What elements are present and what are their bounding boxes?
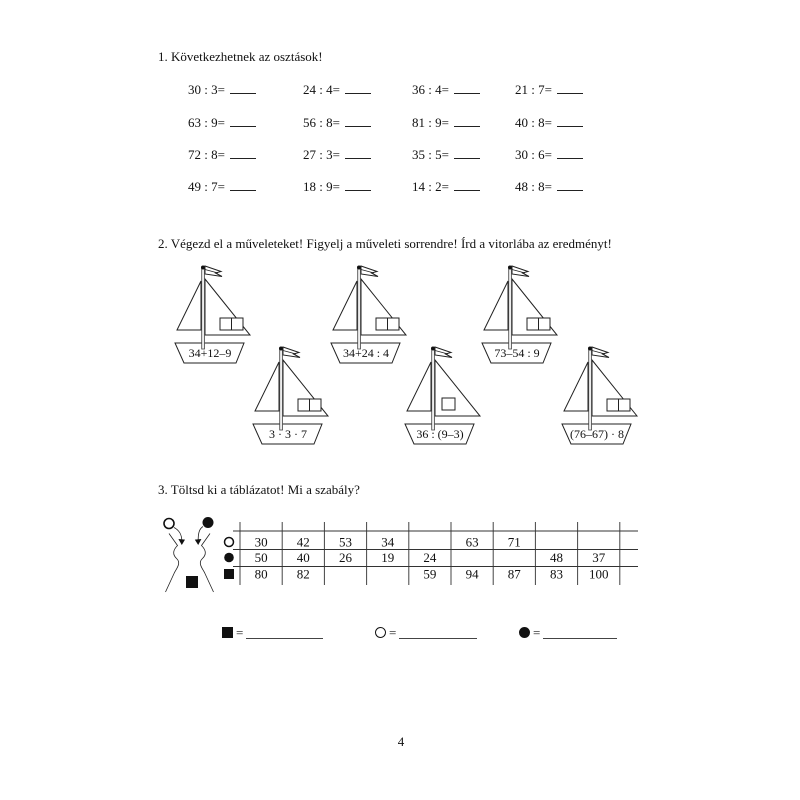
mast: [509, 267, 512, 349]
answer-blank[interactable]: [557, 81, 583, 94]
section3-title: 3. Töltsd ki a táblázatot! Mi a szabály?: [158, 482, 360, 497]
division-problem: [515, 81, 583, 98]
table-cell-value: 37: [592, 550, 606, 565]
division-problem: [188, 114, 256, 131]
arrow-right-head: [195, 539, 202, 545]
answer-blank[interactable]: [230, 178, 256, 191]
table-cell-value: 48: [550, 550, 563, 565]
table-cell-value: 87: [507, 566, 521, 582]
division-expression: 30 : 3=: [188, 82, 225, 97]
answer-blank[interactable]: [454, 146, 480, 159]
division-expression: 48 : 8=: [515, 179, 552, 194]
table-cell-value: 24: [423, 550, 437, 565]
white-circle-icon: [225, 538, 234, 547]
sailboat: [479, 263, 563, 367]
answer-blank[interactable]: [230, 81, 256, 94]
machine-right-side: [200, 534, 213, 593]
rule-answer-item: [519, 625, 617, 640]
division-problem: [188, 178, 256, 195]
answer-blank[interactable]: [557, 114, 583, 127]
answer-blank[interactable]: [557, 178, 583, 191]
equals-sign: =: [389, 625, 397, 640]
boat-expression: 34+24 : 4: [342, 346, 390, 360]
mast: [280, 348, 283, 430]
answer-blank[interactable]: [454, 178, 480, 191]
flag-icon: [512, 266, 529, 277]
table-cell-value: 34: [381, 534, 395, 550]
division-expression: 30 : 6=: [515, 147, 552, 162]
table-cell-value: 53: [339, 534, 352, 550]
table-cell-value: 59: [423, 566, 437, 582]
division-problem: [303, 178, 371, 195]
rule-table: [220, 516, 650, 591]
black-circle-icon: [224, 553, 234, 563]
division-problem: [303, 114, 371, 131]
sailboat: [328, 263, 412, 367]
division-problem: [303, 146, 371, 163]
division-problem: [515, 114, 583, 131]
answer-blank[interactable]: [345, 178, 371, 191]
table-cell-value: 19: [381, 550, 395, 565]
machine-left-side: [166, 534, 179, 593]
division-expression: 27 : 3=: [303, 147, 340, 162]
left-sail: [407, 362, 431, 411]
answer-blank[interactable]: [230, 146, 256, 159]
division-problem: [303, 81, 371, 98]
table-cell-value: 63: [465, 534, 479, 550]
flag-icon: [435, 347, 452, 358]
boat-expression: 34+12–9: [188, 346, 232, 360]
answer-blank[interactable]: [454, 81, 480, 94]
division-problem: [188, 146, 256, 163]
equals-sign: =: [236, 625, 244, 640]
mast-top-dot: [201, 266, 205, 270]
division-expression: 14 : 2=: [412, 179, 449, 194]
rule-answer-item: [375, 625, 477, 640]
table-cell-value: 94: [465, 566, 479, 582]
mast: [202, 267, 205, 349]
section2-title: 2. Végezd el a műveleteket! Figyelj a műveleti sorrendre! Írd a vitorlába az eredményt!: [158, 236, 612, 251]
table-cell-value: 82: [296, 566, 310, 582]
flag-icon: [205, 266, 222, 277]
mast-top-dot: [588, 347, 592, 351]
division-problem: [412, 114, 480, 131]
answer-blank[interactable]: [543, 625, 617, 639]
answer-blank[interactable]: [246, 625, 323, 639]
sailboat: [402, 344, 486, 448]
mast-top-dot: [431, 347, 435, 351]
sailboat: [559, 344, 643, 448]
answer-blank[interactable]: [454, 114, 480, 127]
boat-expression: 36 : (9–3): [416, 427, 464, 441]
left-sail: [255, 362, 279, 411]
function-machine-drawing: [158, 512, 228, 607]
answer-blank[interactable]: [557, 146, 583, 159]
black-circle-icon: [203, 517, 214, 528]
division-problem: [515, 146, 583, 163]
left-sail: [564, 362, 588, 411]
boat-expression: 73–54 : 9: [494, 346, 540, 360]
division-expression: 24 : 4=: [303, 82, 340, 97]
left-sail: [333, 281, 357, 330]
left-sail: [177, 281, 201, 330]
division-problem: [412, 146, 480, 163]
division-problem: [412, 81, 480, 98]
sail-answer-box[interactable]: [442, 398, 455, 410]
table-cell-value: 40: [296, 550, 310, 565]
table-cell-value: 83: [550, 566, 563, 582]
sailboat: [172, 263, 256, 367]
division-expression: 81 : 9=: [412, 115, 449, 130]
answer-blank[interactable]: [230, 114, 256, 127]
table-cell-value: 80: [254, 566, 268, 582]
answer-blank[interactable]: [345, 114, 371, 127]
answer-blank[interactable]: [399, 625, 477, 639]
black-circle-icon: [519, 627, 530, 638]
table-cell-value: 30: [254, 534, 268, 550]
black-square-icon: [186, 576, 198, 588]
black-square-icon: [222, 627, 233, 638]
division-expression: 49 : 7=: [188, 179, 225, 194]
division-expression: 72 : 8=: [188, 147, 225, 162]
flag-icon: [361, 266, 378, 277]
table-cell-value: 71: [507, 534, 521, 550]
boat-expression: 3 · 3 · 7: [269, 427, 307, 441]
table-cell-value: 26: [339, 550, 352, 565]
section1-title: 1. Következhetnek az osztások!: [158, 49, 323, 64]
sailboat: [250, 344, 334, 448]
white-circle-icon: [375, 627, 386, 638]
left-sail: [484, 281, 508, 330]
division-expression: 21 : 7=: [515, 82, 552, 97]
table-cell-value: 100: [588, 566, 609, 582]
flag-icon: [283, 347, 300, 358]
division-expression: 35 : 5=: [412, 147, 449, 162]
division-problem: [188, 81, 256, 98]
table-cell-value: 42: [296, 534, 310, 550]
division-expression: 40 : 8=: [515, 115, 552, 130]
mast-top-dot: [508, 266, 512, 270]
division-expression: 36 : 4=: [412, 82, 449, 97]
mast: [432, 348, 435, 430]
answer-blank[interactable]: [345, 81, 371, 94]
division-expression: 18 : 9=: [303, 179, 340, 194]
white-circle-icon: [164, 519, 174, 529]
division-expression: 63 : 9=: [188, 115, 225, 130]
black-square-icon: [224, 569, 234, 579]
equals-sign: =: [533, 625, 541, 640]
mast: [358, 267, 361, 349]
table-cell-value: 50: [254, 550, 268, 565]
boat-expression: (76–67) · 8: [570, 427, 624, 441]
division-problem: [412, 178, 480, 195]
page-number: 4: [397, 734, 405, 749]
division-expression: 56 : 8=: [303, 115, 340, 130]
mast-top-dot: [357, 266, 361, 270]
flag-icon: [592, 347, 609, 358]
mast-top-dot: [279, 347, 283, 351]
rule-answer-item: [222, 625, 323, 640]
answer-blank[interactable]: [345, 146, 371, 159]
division-problem: [515, 178, 583, 195]
mast: [589, 348, 592, 430]
arrow-left-head: [178, 539, 185, 545]
